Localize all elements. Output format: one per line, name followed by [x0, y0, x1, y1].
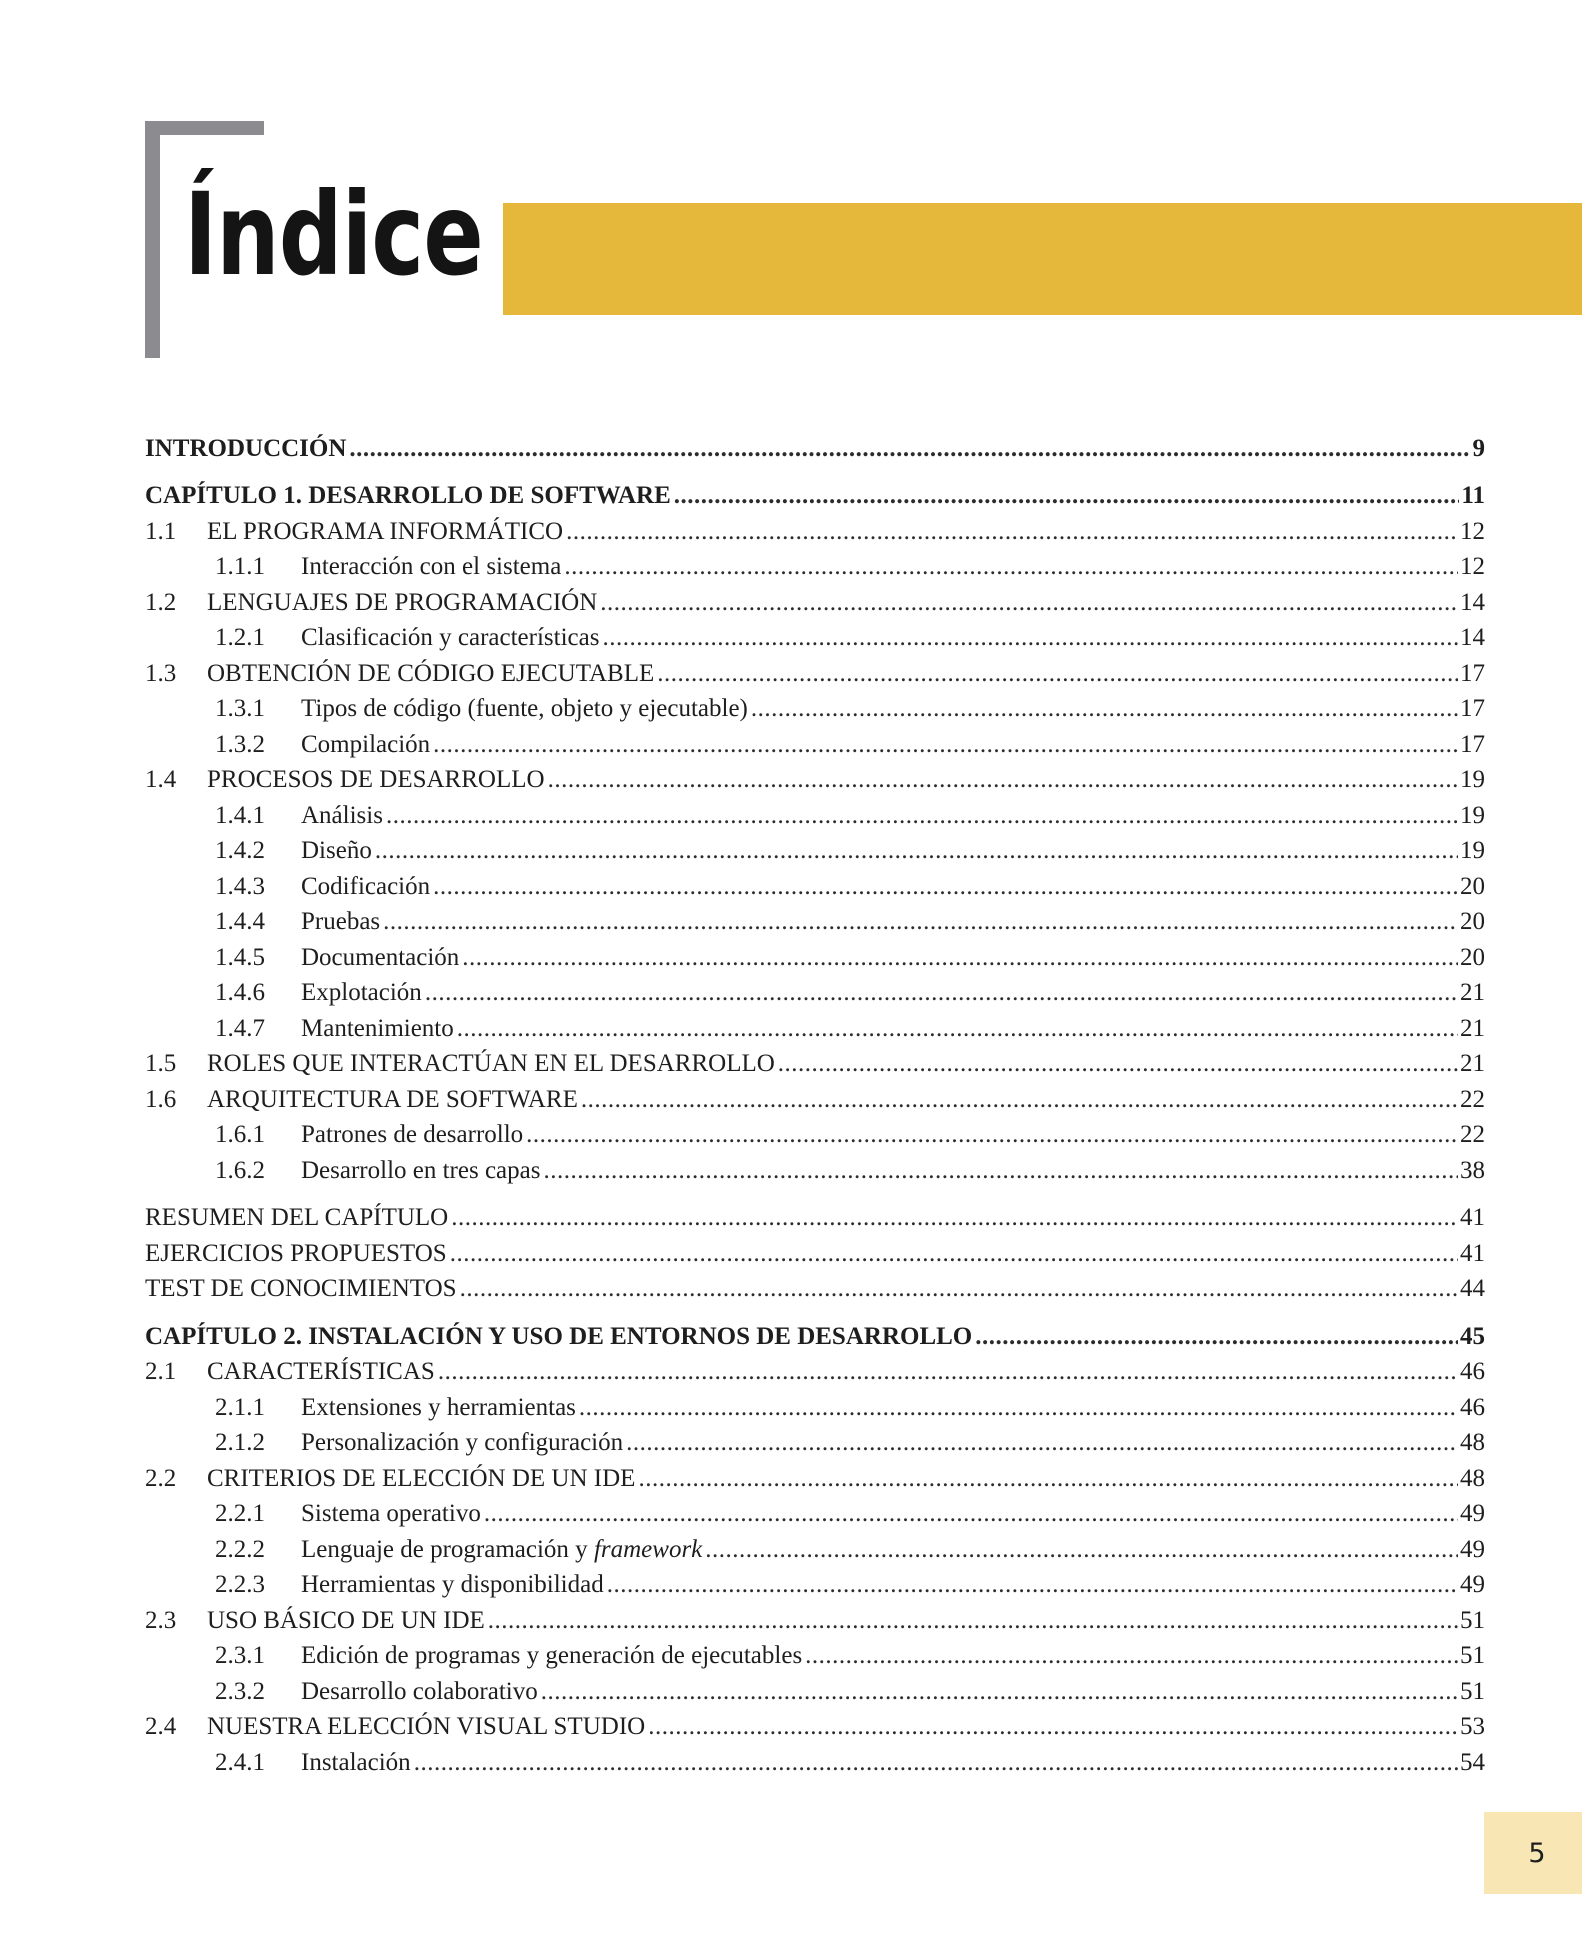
toc-entry: [145, 831, 1485, 867]
toc-entry-title: [145, 481, 671, 511]
title-bracket-horizontal: [145, 121, 264, 135]
toc-entry-number: 1.6.2: [215, 1156, 265, 1184]
toc-entry-number: 1.6.1: [215, 1121, 265, 1148]
toc-entry-page: 12: [1460, 517, 1485, 545]
toc-entry-title-text: Instalación: [301, 1748, 411, 1776]
toc-entry-number: 1.4.3: [215, 872, 265, 900]
toc-entry-page: 53: [1460, 1713, 1485, 1740]
toc-entry-number: 2.1.1: [215, 1393, 265, 1421]
toc-entry-title-text: PROCESOS DE DESARROLLO: [207, 766, 545, 793]
toc-entry-number: 2.1: [145, 1358, 177, 1385]
toc-entry: [145, 1742, 1485, 1778]
toc-entry-title: [301, 836, 372, 866]
toc-entry: [145, 476, 1485, 512]
toc-entry-title: [301, 1748, 411, 1778]
toc-entry: [145, 1565, 1485, 1601]
toc-entry-page: 14: [1460, 624, 1485, 651]
toc-entry: [145, 866, 1485, 902]
page-number-tab: [1484, 1812, 1582, 1894]
toc-dot-leader: [657, 659, 1458, 689]
toc-entry-number: 1.4.7: [215, 1014, 265, 1042]
page-number: 5: [1528, 1837, 1546, 1869]
toc-entry: [145, 1494, 1485, 1530]
toc-entry: [145, 1316, 1485, 1352]
toc-entry-number: 1.1.1: [215, 553, 265, 580]
toc-entry-page: 49: [1460, 1535, 1485, 1563]
toc-entry-number: 1.1: [145, 517, 177, 545]
toc-entry-title: [301, 1641, 802, 1671]
toc-entry-number: 1.4.5: [215, 943, 265, 971]
toc-entry: [145, 760, 1485, 796]
toc-entry: [145, 1150, 1485, 1186]
toc-entry-page: 49: [1460, 1571, 1485, 1598]
toc-entry-page: 46: [1460, 1358, 1485, 1385]
toc-dot-leader: [526, 1120, 1458, 1150]
toc-entry-title-text: INTRODUCCIÓN: [145, 434, 347, 462]
toc-entry-title-text: Compilación: [301, 730, 431, 758]
toc-entry-title: [301, 1014, 454, 1044]
toc-entry-page: 48: [1460, 1429, 1485, 1456]
toc-entry-page: 51: [1460, 1677, 1485, 1705]
toc-entry-page: 54: [1460, 1748, 1485, 1776]
toc-entry-number: 1.4: [145, 766, 177, 793]
toc-entry-title: [301, 1393, 576, 1423]
toc-entry-title-text: NUESTRA ELECCIÓN VISUAL STUDIO: [207, 1713, 646, 1740]
toc-entry-page: 22: [1460, 1121, 1485, 1148]
toc-entry-title-text: Mantenimiento: [301, 1014, 454, 1042]
toc-entry-title: [301, 907, 380, 937]
toc-entry-number: 2.3: [145, 1606, 177, 1634]
table-of-contents: [145, 428, 1485, 1778]
toc-entry-page: 38: [1460, 1156, 1485, 1184]
toc-entry-title-text: Diseño: [301, 837, 372, 864]
toc-entry-page: 19: [1460, 837, 1485, 864]
toc-entry: [145, 582, 1485, 618]
toc-entry-page: 20: [1460, 872, 1485, 900]
toc-entry-title: [145, 1203, 448, 1233]
toc-dot-leader: [751, 694, 1458, 724]
toc-entry: [145, 1600, 1485, 1636]
toc-entry-title: [301, 1428, 623, 1458]
toc-dot-leader: [451, 1203, 1458, 1233]
toc-entry-title-text: Edición de programas y generación de ejecutables: [301, 1642, 803, 1669]
toc-entry-page: 51: [1460, 1606, 1485, 1634]
toc-entry-title-text: Análisis: [301, 801, 383, 829]
toc-entry-title-text: Personalización y configuración: [301, 1429, 624, 1456]
toc-entry-page: 12: [1460, 553, 1485, 580]
toc-entry-title: [301, 801, 383, 831]
toc-entry-title: [207, 588, 597, 618]
toc-entry-title-text: Clasificación y características: [301, 624, 600, 651]
toc-entry-title-text: LENGUAJES DE PROGRAMACIÓN: [207, 588, 598, 616]
toc-entry-page: 41: [1460, 1204, 1485, 1231]
toc-entry-title-text: Sistema operativo: [301, 1500, 481, 1527]
toc-entry-number: 2.1.2: [215, 1429, 265, 1456]
toc-entry-number: 1.3.1: [215, 695, 265, 722]
toc-entry: [145, 1269, 1485, 1305]
toc-entry-number: 2.2.1: [215, 1500, 265, 1527]
toc-dot-leader: [383, 907, 1458, 937]
toc-dot-leader: [607, 1570, 1458, 1600]
toc-entry: [145, 1458, 1485, 1494]
toc-entry-number: 1.4.6: [215, 979, 265, 1006]
toc-entry-page: 20: [1460, 943, 1485, 971]
toc-entry-title-text: RESUMEN DEL CAPÍTULO: [145, 1204, 449, 1231]
toc-entry-page: 21: [1460, 1014, 1485, 1042]
toc-entry-title: [301, 1570, 604, 1600]
toc-entry-title: [145, 1274, 457, 1304]
toc-entry-page: 17: [1460, 695, 1485, 722]
toc-entry-title-text: Desarrollo en tres capas: [301, 1156, 541, 1184]
toc-entry: [145, 973, 1485, 1009]
toc-entry: [145, 1079, 1485, 1115]
toc-entry-title: [207, 1606, 485, 1636]
toc-dot-leader: [438, 1357, 1458, 1387]
toc-entry-title-text: ARQUITECTURA DE SOFTWARE: [207, 1085, 578, 1113]
toc-entry: [145, 1198, 1485, 1234]
toc-entry-title-italic: framework: [593, 1535, 703, 1563]
toc-entry: [145, 511, 1485, 547]
toc-dot-leader: [414, 1748, 1458, 1778]
toc-entry-page: 45: [1460, 1322, 1485, 1350]
toc-dot-leader: [484, 1499, 1458, 1529]
title-bracket-vertical: [145, 121, 160, 358]
toc-entry-number: 1.3.2: [215, 730, 265, 758]
toc-entry-title: [145, 434, 346, 464]
toc-dot-leader: [450, 1239, 1458, 1269]
toc-entry-number: 1.3: [145, 659, 177, 687]
toc-entry-page: 49: [1460, 1500, 1485, 1527]
toc-entry-title-text: CAPÍTULO 1. DESARROLLO DE SOFTWARE: [145, 482, 671, 509]
toc-entry-title: [207, 1085, 578, 1115]
toc-entry-title-text: CAPÍTULO 2. INSTALACIÓN Y USO DE ENTORNOS DE DESARROLLO: [145, 1322, 973, 1350]
toc-entry-title-text: Herramientas y disponibilidad: [301, 1571, 604, 1598]
toc-entry-title: [207, 659, 654, 689]
toc-entry-title-text: EJERCICIOS PROPUESTOS: [145, 1239, 447, 1267]
toc-entry: [145, 1233, 1485, 1269]
toc-dot-leader: [548, 765, 1458, 795]
toc-entry-title: [301, 943, 459, 973]
toc-entry-page: 21: [1460, 1050, 1485, 1077]
toc-dot-leader: [638, 1464, 1458, 1494]
toc-entry-number: 1.6: [145, 1085, 177, 1113]
toc-dot-leader: [778, 1049, 1458, 1079]
toc-entry: [145, 1529, 1485, 1565]
toc-entry: [145, 689, 1485, 725]
toc-entry-title: [207, 1357, 435, 1387]
toc-entry-number: 1.4.2: [215, 837, 265, 864]
toc-entry-title: [301, 1156, 540, 1186]
toc-dot-leader: [566, 517, 1458, 547]
toc-entry: [145, 1423, 1485, 1459]
toc-entry-number: 2.2.2: [215, 1535, 265, 1563]
toc-dot-leader: [433, 730, 1458, 760]
toc-entry-title-text: Pruebas: [301, 908, 381, 935]
toc-dot-leader: [462, 943, 1458, 973]
toc-dot-leader: [564, 552, 1458, 582]
toc-entry-title: [301, 730, 430, 760]
toc-dot-leader: [457, 1014, 1458, 1044]
toc-dot-leader: [626, 1428, 1458, 1458]
toc-entry-page: 22: [1460, 1085, 1485, 1113]
toc-entry-page: 41: [1460, 1239, 1485, 1267]
toc-entry-title: [207, 1464, 635, 1494]
toc-entry-title: [301, 1120, 523, 1150]
toc-entry: [145, 795, 1485, 831]
toc-dot-leader: [543, 1156, 1458, 1186]
toc-dot-leader: [541, 1677, 1458, 1707]
toc-entry-title: [145, 1239, 447, 1269]
toc-entry-title: [301, 1677, 538, 1707]
toc-entry-title-text: Lenguaje de programación y: [301, 1535, 594, 1563]
toc-dot-leader: [433, 872, 1458, 902]
toc-entry: [145, 1707, 1485, 1743]
toc-entry-number: 2.4.1: [215, 1748, 265, 1776]
toc-dot-leader: [386, 801, 1458, 831]
toc-entry-page: 19: [1460, 766, 1485, 793]
toc-entry-number: 1.2.1: [215, 624, 265, 651]
toc-entry-page: 9: [1472, 434, 1485, 462]
toc-entry-page: 19: [1460, 801, 1485, 829]
toc-entry-title-text: Explotación: [301, 979, 422, 1006]
toc-entry-number: 1.5: [145, 1050, 177, 1077]
toc-entry-number: 2.2.3: [215, 1571, 265, 1598]
toc-dot-leader: [805, 1641, 1458, 1671]
toc-entry-title-text: CRITERIOS DE ELECCIÓN DE UN IDE: [207, 1464, 636, 1492]
toc-entry-page: 17: [1460, 730, 1485, 758]
toc-entry-number: 1.2: [145, 588, 177, 616]
toc-entry-title: [301, 552, 561, 582]
toc-entry-title-text: Documentación: [301, 943, 460, 971]
toc-entry-number: 2.4: [145, 1713, 177, 1740]
toc-entry-page: 14: [1460, 588, 1485, 616]
toc-entry-title: [301, 694, 748, 724]
toc-dot-leader: [581, 1085, 1458, 1115]
toc-entry-page: 20: [1460, 908, 1485, 935]
toc-entry-page: 51: [1460, 1642, 1485, 1669]
toc-entry-title-text: CARACTERÍSTICAS: [207, 1358, 435, 1385]
toc-entry-page: 17: [1460, 659, 1485, 687]
toc-entry-title-text: OBTENCIÓN DE CÓDIGO EJECUTABLE: [207, 659, 655, 687]
toc-dot-leader: [975, 1322, 1458, 1352]
toc-entry: [145, 902, 1485, 938]
toc-entry: [145, 547, 1485, 583]
page-title: Índice: [184, 168, 483, 301]
toc-entry-title-text: USO BÁSICO DE UN IDE: [207, 1606, 485, 1634]
toc-entry-title: [207, 765, 545, 795]
toc-dot-leader: [375, 836, 1458, 866]
toc-entry-number: 2.2: [145, 1464, 177, 1492]
toc-entry: [145, 1352, 1485, 1388]
toc-entry-number: 1.4.4: [215, 908, 265, 935]
toc-dot-leader: [488, 1606, 1458, 1636]
toc-entry: [145, 1387, 1485, 1423]
toc-entry-title-text: Interacción con el sistema: [301, 553, 562, 580]
toc-entry-title: [301, 872, 430, 902]
toc-entry-title-text: Desarrollo colaborativo: [301, 1677, 538, 1705]
toc-entry-title-text: Codificación: [301, 872, 431, 900]
toc-entry-title: [301, 623, 599, 653]
toc-entry-title: [207, 517, 563, 547]
title-accent-bar: [503, 203, 1582, 315]
toc-entry: [145, 1008, 1485, 1044]
toc-entry-number: 2.3.2: [215, 1677, 265, 1705]
toc-entry: [145, 1115, 1485, 1151]
toc-dot-leader: [460, 1274, 1458, 1304]
toc-entry: [145, 618, 1485, 654]
toc-entry-page: 11: [1461, 482, 1485, 509]
toc-entry: [145, 428, 1485, 464]
toc-entry: [145, 1636, 1485, 1672]
toc-entry-page: 48: [1460, 1464, 1485, 1492]
toc-dot-leader: [602, 623, 1458, 653]
toc-entry: [145, 724, 1485, 760]
toc-entry-title: [207, 1712, 645, 1742]
toc-entry-title-text: ROLES QUE INTERACTÚAN EN EL DESARROLLO: [207, 1050, 775, 1077]
toc-entry: [145, 1044, 1485, 1080]
toc-dot-leader: [648, 1712, 1458, 1742]
toc-entry-number: 1.4.1: [215, 801, 265, 829]
toc-dot-leader: [579, 1393, 1458, 1423]
toc-entry-title-text: Tipos de código (fuente, objeto y ejecutable): [301, 695, 748, 722]
toc-entry-title: [301, 1535, 702, 1565]
toc-dot-leader: [705, 1535, 1458, 1565]
toc-entry-title: [301, 978, 422, 1008]
toc-entry: [145, 653, 1485, 689]
toc-dot-leader: [349, 434, 1470, 464]
toc-entry-number: 2.3.1: [215, 1642, 265, 1669]
toc-entry-title-text: Patrones de desarrollo: [301, 1121, 524, 1148]
toc-entry-page: 46: [1460, 1393, 1485, 1421]
toc-entry: [145, 1671, 1485, 1707]
toc-entry-title-text: Extensiones y herramientas: [301, 1393, 576, 1421]
toc-dot-leader: [674, 481, 1460, 511]
toc-dot-leader: [425, 978, 1458, 1008]
toc-entry-title-text: EL PROGRAMA INFORMÁTICO: [207, 517, 564, 545]
toc-dot-leader: [600, 588, 1458, 618]
toc-entry-page: 44: [1460, 1275, 1485, 1302]
toc-entry-title: [145, 1322, 972, 1352]
toc-entry-page: 21: [1460, 979, 1485, 1006]
toc-entry-title: [301, 1499, 481, 1529]
toc-entry: [145, 937, 1485, 973]
toc-entry-title-text: TEST DE CONOCIMIENTOS: [145, 1275, 457, 1302]
toc-entry-title: [207, 1049, 775, 1079]
